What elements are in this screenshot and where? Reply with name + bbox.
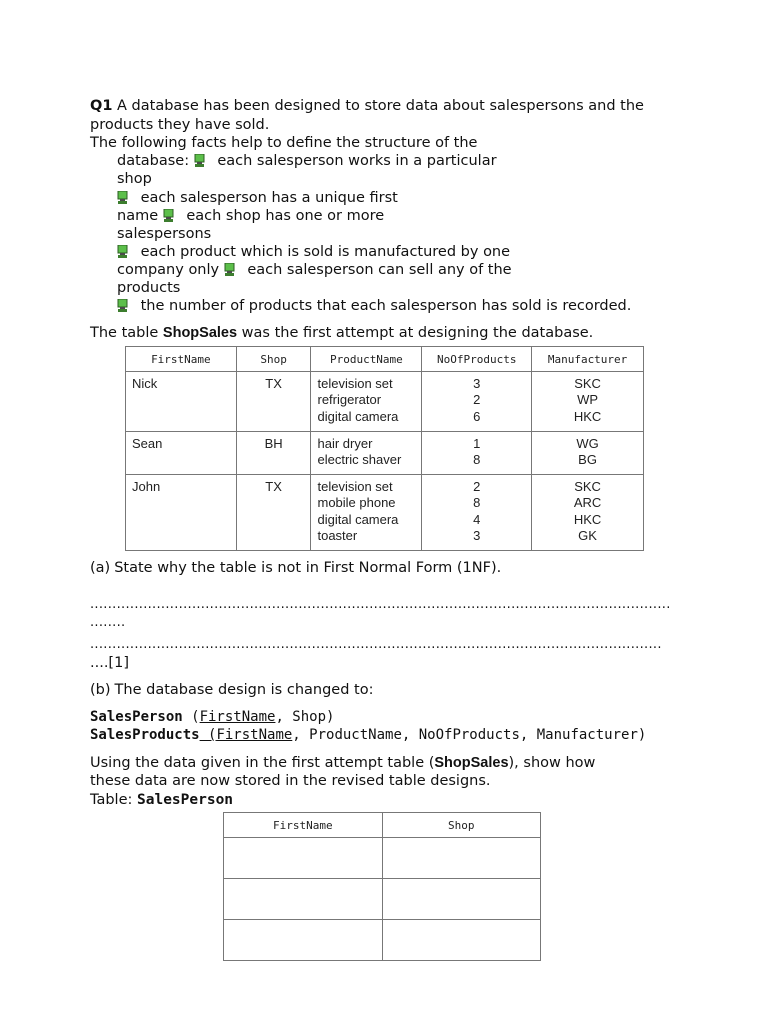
computer-bullet-icon [224,263,235,276]
table-row [126,372,644,432]
cell-firstname: John [126,475,237,551]
cell-firstname: Sean [126,432,237,475]
answer-cell[interactable] [224,879,383,920]
part-b-instructions: Using the data given in the first attempt table (ShopSales), show how [90,755,596,771]
part-a-question: (a) State why the table is not in First Normal Form (1NF). [90,560,502,576]
header-firstname: FirstName [126,347,237,372]
question-intro: Q1 A database has been designed to store data about salespersons and the [90,98,644,114]
fact-3: name each shop has one or more [117,208,385,224]
part-b-label: (b) [90,682,111,698]
question-label: Q1 [90,98,113,114]
shop-sales-name: ShopSales [162,325,238,341]
fact-5-cont: products [117,280,181,296]
cell-shop: BH [236,432,311,475]
facts-intro: The following facts help to define the structure of the [90,135,478,151]
cell-makers: SKC ARC HKC GK [532,475,644,551]
fact-2: each salesperson has a unique first [117,189,398,207]
answer-line-1-cont: ........ [90,615,126,630]
header-manufacturer: Manufacturer [532,347,644,372]
cell-makers: SKC WP HKC [532,372,644,432]
fact-3-cont: salespersons [117,226,212,242]
answer-cell[interactable] [224,838,383,879]
cell-counts: 2 8 4 3 [422,475,532,551]
cell-products: television set mobile phone digital camera toaster [311,475,422,551]
table-header-row [126,347,644,372]
computer-bullet-icon [117,245,128,258]
cell-counts: 3 2 6 [422,372,532,432]
computer-bullet-icon [117,299,128,312]
table-row [224,838,541,879]
cell-firstname: Nick [126,372,237,432]
table-caption: Table: SalesPerson [90,792,234,808]
cell-shop: TX [236,475,311,551]
fact-1-cont: shop [117,171,152,187]
primary-key: FirstName [216,727,293,743]
header-noofproducts: NoOfProducts [422,347,532,372]
cell-makers: WG BG [532,432,644,475]
cell-products: television set refrigerator digital camera [311,372,422,432]
table-row [126,432,644,475]
header-shop: Shop [382,813,540,838]
part-a-label: (a) [90,560,111,576]
answer-cell[interactable] [224,920,383,961]
fact-1: database: each salesperson works in a particular [117,153,497,169]
salesperson-schema: SalesPerson (FirstName, Shop) [90,709,335,725]
answer-cell[interactable] [382,920,540,961]
part-b-question: (b) The database design is changed to: [90,682,374,698]
question-intro-cont: products they have sold. [90,117,270,133]
part-a-marks: ....[1] [90,655,129,671]
fact-4: each product which is sold is manufactured by one [117,243,510,261]
table-row [224,920,541,961]
primary-key: FirstName [199,709,276,725]
cell-products: hair dryer electric shaver [311,432,422,475]
computer-bullet-icon [163,209,174,222]
shop-sales-table [125,346,644,551]
fact-6: the number of products that each salesperson has sold is recorded. [117,297,631,315]
answer-line-1[interactable]: ................................................................................................................................... [90,597,671,612]
fact-5: company only each salesperson can sell any of the [117,262,512,278]
answer-cell[interactable] [382,838,540,879]
salesperson-table [223,812,541,961]
table-header-row [224,813,541,838]
shop-sales-intro: The table ShopSales was the first attempt at designing the database. [90,325,594,341]
answer-line-2[interactable]: ................................................................................................................................. [90,637,662,652]
cell-counts: 1 8 [422,432,532,475]
table-row [126,475,644,551]
cell-shop: TX [236,372,311,432]
header-shop: Shop [236,347,311,372]
header-productname: ProductName [311,347,422,372]
answer-cell[interactable] [382,879,540,920]
computer-bullet-icon [194,154,205,167]
table-row [224,879,541,920]
part-b-instructions-cont: these data are now stored in the revised table designs. [90,773,491,789]
header-firstname: FirstName [224,813,383,838]
salesproducts-schema: SalesProducts (FirstName, ProductName, NoOfProducts, Manufacturer) [90,727,647,743]
computer-bullet-icon [117,191,128,204]
